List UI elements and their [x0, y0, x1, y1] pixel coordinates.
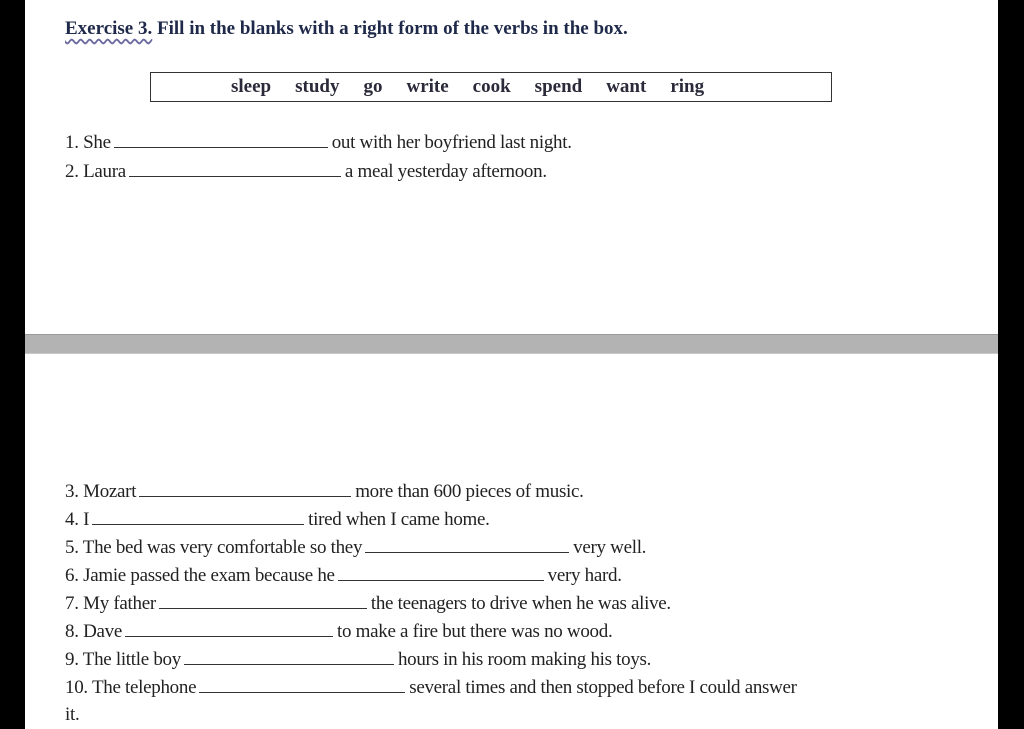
- sentence-number: 2.: [65, 161, 79, 182]
- answer-blank[interactable]: [159, 592, 367, 609]
- verb-box: [150, 72, 832, 102]
- sentence-end: to make a fire but there was no wood.: [337, 621, 613, 642]
- sentence-end: out with her boyfriend last night.: [331, 132, 572, 153]
- verb-word: go: [363, 76, 383, 97]
- verb-word: sleep: [231, 76, 272, 97]
- answer-blank[interactable]: [184, 648, 394, 665]
- sentence-number: 8.: [65, 621, 79, 642]
- page-bottom: [25, 354, 998, 729]
- answer-blank[interactable]: [139, 480, 351, 497]
- sentence-line: [65, 480, 584, 504]
- sentence-continuation: it.: [65, 704, 80, 725]
- answer-blank[interactable]: [92, 508, 304, 525]
- sentence-start: Dave: [83, 621, 122, 642]
- sentence-start: She: [83, 132, 111, 153]
- answer-blank[interactable]: [365, 536, 569, 553]
- sentence-number: 5.: [65, 537, 79, 558]
- sentence-number: 7.: [65, 593, 79, 614]
- sentence-line: [65, 564, 622, 588]
- sentence-start: The telephone: [91, 677, 197, 698]
- exercise-title: [65, 18, 628, 40]
- sentence-number: 4.: [65, 509, 79, 530]
- sentence-end: several times and then stopped before I could answer: [409, 677, 797, 698]
- sentence-end: very well.: [573, 537, 647, 558]
- sentence-line: [65, 676, 797, 700]
- sentence-start: Jamie passed the exam because he: [83, 565, 335, 586]
- page-separator: [25, 334, 998, 354]
- sentence-end: tired when I came home.: [308, 509, 490, 530]
- sentence-number: 9.: [65, 649, 79, 670]
- sentence-line: [65, 648, 651, 672]
- sentence-line: [65, 620, 612, 644]
- sentence-number: 3.: [65, 481, 79, 502]
- verb-word: cook: [472, 76, 511, 97]
- answer-blank[interactable]: [129, 160, 341, 177]
- sentence-number: 10.: [65, 677, 88, 698]
- sentence-start: The little boy: [82, 649, 181, 670]
- sentence-line: [65, 536, 646, 560]
- verb-word: write: [406, 76, 449, 97]
- sentence-end: a meal yesterday afternoon.: [344, 161, 547, 182]
- answer-blank[interactable]: [125, 620, 333, 637]
- sentence-line: [65, 508, 490, 532]
- sentence-start: Laura: [83, 161, 126, 182]
- verb-word: want: [606, 76, 647, 97]
- answer-blank[interactable]: [114, 131, 328, 148]
- sentence-end: the teenagers to drive when he was alive.: [370, 593, 671, 614]
- sentence-start: My father: [83, 593, 156, 614]
- sentence-end: hours in his room making his toys.: [397, 649, 652, 670]
- sentence-line: [65, 592, 671, 616]
- verb-word: spend: [534, 76, 583, 97]
- verb-word: study: [295, 76, 340, 97]
- sentence-end: very hard.: [547, 565, 622, 586]
- page-top: [25, 0, 998, 334]
- sentence-start: The bed was very comfortable so they: [82, 537, 363, 558]
- sentence-start: I: [83, 509, 90, 530]
- sentence-start: Mozart: [83, 481, 137, 502]
- sentence-end: more than 600 pieces of music.: [355, 481, 584, 502]
- sentence-line: [65, 160, 547, 184]
- answer-blank[interactable]: [199, 676, 405, 693]
- verb-word: ring: [670, 76, 705, 97]
- answer-blank[interactable]: [338, 564, 544, 581]
- sentence-number: 6.: [65, 565, 79, 586]
- sentence-number: 1.: [65, 132, 79, 153]
- exercise-instruction: Fill in the blanks with a right form of the verbs in the box.: [152, 18, 628, 39]
- sentence-line: [65, 131, 572, 155]
- exercise-label: Exercise 3.: [65, 18, 153, 39]
